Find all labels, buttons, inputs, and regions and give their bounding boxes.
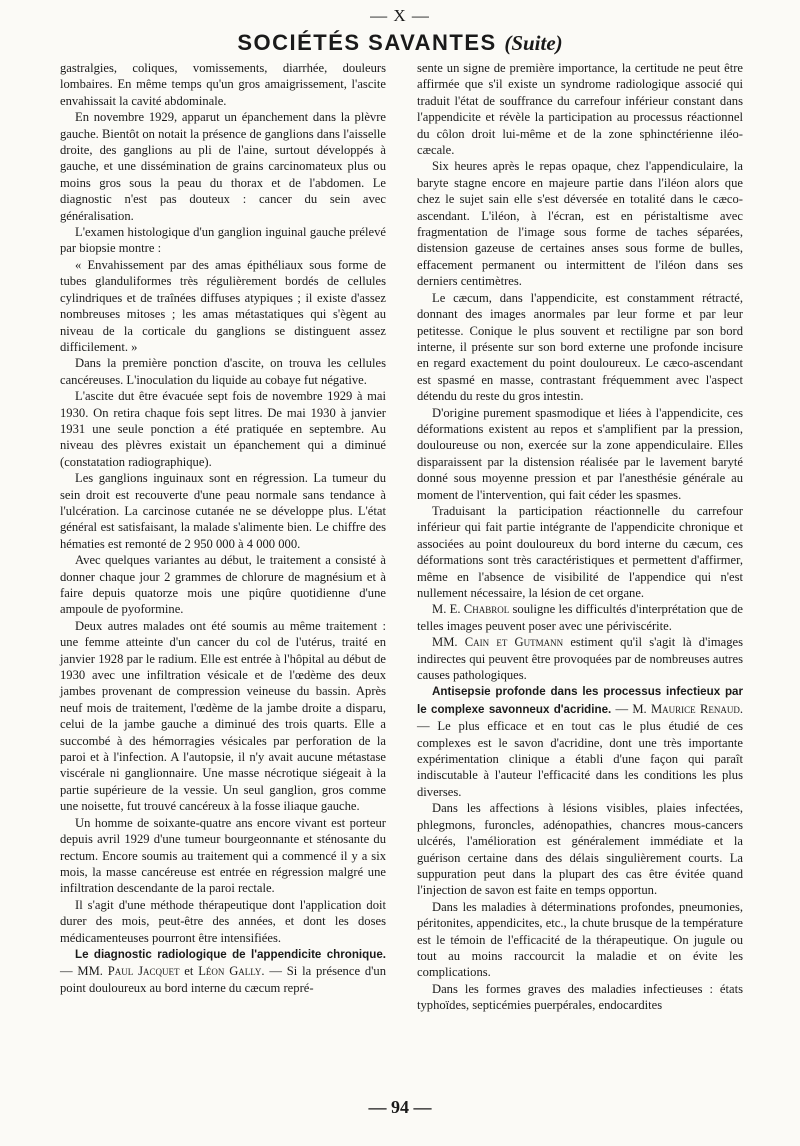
paragraph: Avec quelques variantes au début, le traitement a consisté à donner chaque jour 2 grammes de chlorure de magnésium et à faire depuis quatorze mois une piqûre quotidienne d'une ampoule de pyoformine.: [60, 553, 386, 617]
paragraph: D'origine purement spasmodique et liées à l'appendicite, ces déformations existent au repos et s'amplifient par la pression, douloureuse ou non, exercée sur la zone appendiculaire. Elles disparaissent par la distension réalisée par le lavement baryté donné sous moyenne pression et par l'anesthésie générale au moment de l'intervention, qui fait céder les spasmes.: [417, 405, 743, 502]
paragraph: [417, 601, 743, 634]
section-heading-paragraph: [60, 946, 386, 996]
quote-paragraph: « Envahissement par des amas épithéliaux sous forme de tubes glanduliformes très régulièrement bordés de cellules cylindriques et de traînées diffuses atypiques ; il existe d'assez nombreuses mitoses ; les amas métastatiques qui s'ègent au niveau de la corticale du ganglions se distinguent assez difficilement. »: [60, 257, 386, 354]
dash: — M.: [611, 701, 651, 716]
section-text: . — Le plus efficace et en tout cas le plus étudié de ces complexes est le savon d'acridine, dont une très importante expérimentation clinique a établi d'une façon qui paraît indiscutable à l'auteur l'efficacité dans les conditions les plus diverses.: [417, 701, 743, 799]
paragraph: L'examen histologique d'un ganglion inguinal gauche prélevé par biopsie montre :: [60, 225, 386, 256]
paragraph: Dans les affections à lésions visibles, plaies infectées, phlegmons, furoncles, adénopathies, chancres mous-cancers ulcérés, l'amélioration est généralement immédiate et la guérison certaine dans des délais singulièrement courts. La suppuration peut dans la plupart des cas être évitée quand l'injection de savon est faite en temps opportun.: [417, 801, 743, 898]
paragraph: Dans les maladies à déterminations profondes, pneumonies, péritonites, appendicites, etc., la chute brusque de la température est le témoin de l'efficacité de la thérapeutique. On jugule ou tout au moins raccourcit la maladie et on évite les complications.: [417, 899, 743, 980]
section-text: . — Si la présence d'un point douloureux au bord interne du cæcum repré-: [60, 964, 387, 995]
paragraph: Six heures après le repas opaque, chez l'appendiculaire, la baryte stagne encore en majeure partie dans l'iléon alors que chez le sujet sain elle s'est déversée en totalité dans le cæco-ascendant. L'iléon, à l'écran, est en péristaltisme avec fragmentation de l'image sous forme de taches séparées, distension gazeuse de certaines anses sous forme de bulles, effacement permanent ou intermittent de l'iléon dans ses derniers centimètres.: [417, 159, 743, 289]
prefix: MM.: [432, 635, 465, 650]
header-title: SOCIÉTÉS SAVANTES: [237, 30, 497, 55]
page-number-footer: — 94 —: [368, 1097, 432, 1117]
header-suite: (Suite): [504, 31, 563, 55]
paragraph: Il s'agit d'une méthode thérapeutique dont l'application doit durer des mois, peut-être des années, et dont les doses médicamenteuses pourront être intensifiées.: [60, 897, 386, 945]
section-title: Antisepsie profonde dans les processus infectieux par le complexe savonneux d'acridine.: [417, 685, 743, 716]
paragraph: Dans la première ponction d'ascite, on trouva les cellules cancéreuses. L'inoculation du liquide au cobaye fut négative.: [60, 356, 386, 387]
paragraph-text: souligne les difficultés d'interprétation que de telles images peuvent poser avec une périviscérite.: [417, 602, 743, 633]
paragraph: [417, 634, 743, 683]
author-name: Paul Jacquet: [107, 964, 180, 979]
paragraph: Les ganglions inguinaux sont en régression. La tumeur du sein droit est recouverte d'une peau normale sans tendance à l'ulcération. La carcinose cutanée ne se développe plus. L'état général est satisfaisant, la malade s'alimente bien. Le chiffre des hématies est remonté de 2 950 000 à 4 000 000.: [60, 471, 386, 551]
paragraph: gastralgies, coliques, vomissements, diarrhée, douleurs lombaires. En même temps qu'un gros amaigrissement, l'ascite envahissait la cavité abdominale.: [60, 61, 386, 108]
paragraph: Dans les formes graves des maladies infectieuses : états typhoïdes, septicémies puerpérales, endocardites: [417, 981, 743, 1013]
author-name: Cain et Gutmann: [464, 635, 564, 650]
paragraph-text: estiment qu'il s'agit là d'images indirectes qui peuvent être provoquées par de nombreuses autres causes pathologiques.: [417, 635, 744, 683]
paragraph: Le cæcum, dans l'appendicite, est constamment rétracté, donnant des images anormales par leur forme et par leur petitesse. Conique le plus souvent et rectiligne par son bord interne, il présente sur son bord externe une profonde incisure en regard exactement du point douloureux. Le cæco-ascendant est spasmé en masse, contrastant fréquemment avec l'aspect détendu du reste du gros intestin.: [417, 290, 743, 404]
author-name: Chabrol: [463, 602, 510, 617]
author-name: Maurice Renaud: [650, 701, 740, 716]
paragraph: sente un signe de première importance, la certitude ne peut être affirmée que s'il existe un syndrome radiologique associé qui traduit l'état de souffrance du carrefour inférieur constant dans l'appendicite et révèle la participation au processus réactionnel du côlon droit lui-même et de la zone sphinctérienne iléo-cæcale.: [417, 61, 743, 158]
section-title: Le diagnostic radiologique de l'appendicite chronique.: [75, 947, 386, 961]
roman-page-number: — X —: [370, 6, 430, 25]
author-name: Léon Gally: [198, 964, 262, 979]
right-column: [417, 60, 743, 1014]
page-header: [0, 30, 800, 56]
left-column: [60, 60, 386, 996]
paragraph: En novembre 1929, apparut un épanchement dans la plèvre gauche. Bientôt on notait la présence de ganglions dans l'aisselle droite, des ganglions au pli de l'aine, surtout développés à gauche, et une dissémination de grains carcinomateux plus ou moins gros sous la peau du thorax et de l'abdomen. Le diagnostic n'est pas douteux : cancer du sein avec généralisation.: [60, 110, 386, 223]
dash: — MM.: [60, 964, 108, 979]
prefix: M. E.: [432, 602, 464, 617]
paragraph: L'ascite dut être évacuée sept fois de novembre 1929 à mai 1930. On retira chaque fois sept litres. De mai 1930 à janvier 1931 une seule ponction a été pratiquée en septembre. Au niveau des plèvres existait un épanchement qui a diminué (constatation radiographique).: [60, 389, 386, 469]
section-heading-paragraph: [417, 683, 743, 800]
paragraph: Deux autres malades ont été soumis au même traitement : une femme atteinte d'un cancer du col de l'utérus, traité en janvier 1928 par le radium. Elle est entrée à l'hôpital au début de 1930 avec une infiltration vésicale et de l'œdème des deux jambes provenant de compression veineuse du bassin. Après neuf mois de traitement, l'œdème de la jambe droite a disparu, celui de la jambe gauche a diminué des trois quarts. Elle a succombé à des hémorragies vésicales par perforation de la paroi et à l'infection. A l'autopsie, il n'y avait aucune métastase viscérale ni ganglionnaire. Une masse nécrotique siégeait à la partie supérieure de la vessie. Un seul ganglion, gros comme une noisette, fut trouvé cancéreux à la fosse iliaque gauche.: [60, 618, 386, 814]
paragraph: Traduisant la participation réactionnelle du carrefour inférieur qui fait partie intégrante de l'appendicite chronique et associées au point douloureux du bord interne du cæcum, ces déformations sont très caractéristiques et permettent d'affirmer, même en l'absence de visibilité de l'appendice qui n'est nullement nécessaire, la lésion de cet organe.: [417, 503, 743, 600]
paragraph: Un homme de soixante-quatre ans encore vivant est porteur depuis avril 1929 d'une tumeur bourgeonnante et sténosante du rectum. Encore soumis au traitement qui a commencé il y a six mois, la masse cancéreuse est entrée en régression malgré une infiltration descendante de la paroi rectale.: [60, 815, 386, 896]
conjunction: et: [179, 964, 199, 979]
